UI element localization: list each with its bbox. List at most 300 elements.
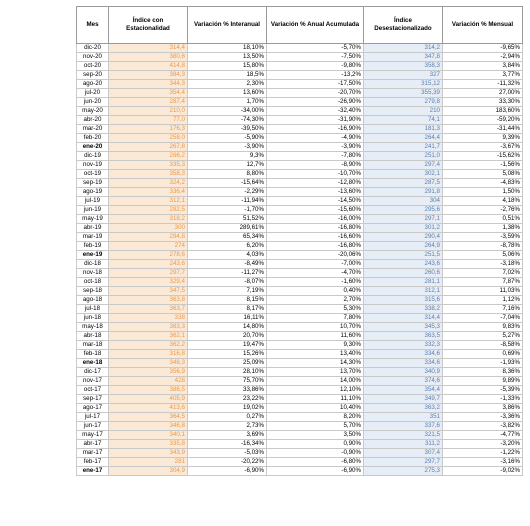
mom-cell: -9,02% — [443, 467, 523, 476]
month-cell: jul-19 — [77, 197, 109, 206]
ytd-cell: 10,40% — [267, 404, 364, 413]
index-seasonal-cell: 340,1 — [109, 431, 188, 440]
table-row — [77, 377, 523, 386]
header-index-seasonal: Índice con Estacionalidad — [109, 7, 188, 44]
ytd-cell: -16,80% — [267, 242, 364, 251]
table-row — [77, 332, 523, 341]
index-deseasonal-cell: 241,7 — [364, 143, 443, 152]
ytd-cell: 3,50% — [267, 431, 364, 440]
month-cell: sep-17 — [77, 395, 109, 404]
table-row — [77, 251, 523, 260]
table-row — [77, 62, 523, 71]
yoy-cell: -74,30% — [188, 116, 267, 125]
ytd-cell: 7,80% — [267, 314, 364, 323]
month-cell: mar-19 — [77, 233, 109, 242]
ytd-cell: -20,06% — [267, 251, 364, 260]
index-seasonal-cell: 347,5 — [109, 287, 188, 296]
table-row — [77, 179, 523, 188]
index-seasonal-cell: 267,8 — [109, 143, 188, 152]
month-cell: sep-19 — [77, 179, 109, 188]
month-cell: jul-17 — [77, 413, 109, 422]
yoy-cell: 16,11% — [188, 314, 267, 323]
ytd-cell: -0,90% — [267, 449, 364, 458]
yoy-cell: 19,02% — [188, 404, 267, 413]
index-deseasonal-cell: 297,1 — [364, 215, 443, 224]
ytd-cell: -6,90% — [267, 467, 364, 476]
month-cell: sep-18 — [77, 287, 109, 296]
mom-cell: -3,18% — [443, 260, 523, 269]
month-cell: may-20 — [77, 107, 109, 116]
index-deseasonal-cell: 334,6 — [364, 350, 443, 359]
mom-cell: 4,18% — [443, 197, 523, 206]
yoy-cell: 13,60% — [188, 89, 267, 98]
yoy-cell: 289,61% — [188, 224, 267, 233]
index-seasonal-cell: 282,5 — [109, 206, 188, 215]
index-seasonal-cell: 343,9 — [109, 449, 188, 458]
index-deseasonal-cell: 264,4 — [364, 134, 443, 143]
mom-cell: -4,77% — [443, 431, 523, 440]
index-deseasonal-cell: 279,8 — [364, 98, 443, 107]
index-seasonal-cell: 356,9 — [109, 368, 188, 377]
index-seasonal-cell: 297,7 — [109, 269, 188, 278]
ytd-cell: -7,80% — [267, 152, 364, 161]
ytd-cell: -4,70% — [267, 269, 364, 278]
mom-cell: -8,58% — [443, 341, 523, 350]
yoy-cell: -1,70% — [188, 206, 267, 215]
index-seasonal-cell: 344,3 — [109, 80, 188, 89]
ytd-cell: 5,70% — [267, 422, 364, 431]
index-seasonal-cell: 281 — [109, 458, 188, 467]
month-cell: ene-19 — [77, 251, 109, 260]
ytd-cell: 11,10% — [267, 395, 364, 404]
mom-cell: -8,78% — [443, 242, 523, 251]
yoy-cell: 33,86% — [188, 386, 267, 395]
index-seasonal-cell: 380,6 — [109, 53, 188, 62]
index-deseasonal-cell: 295,6 — [364, 206, 443, 215]
yoy-cell: -39,50% — [188, 125, 267, 134]
yoy-cell: -3,90% — [188, 143, 267, 152]
index-seasonal-cell: 210,0 — [109, 107, 188, 116]
ytd-cell: -5,70% — [267, 44, 364, 53]
mom-cell: -59,20% — [443, 116, 523, 125]
table-row — [77, 161, 523, 170]
index-seasonal-cell: 304,9 — [109, 467, 188, 476]
yoy-cell: -16,34% — [188, 440, 267, 449]
month-cell: ago-20 — [77, 80, 109, 89]
index-seasonal-cell: 335,8 — [109, 440, 188, 449]
mom-cell: -4,83% — [443, 179, 523, 188]
month-cell: feb-18 — [77, 350, 109, 359]
mom-cell: 183,60% — [443, 107, 523, 116]
month-cell: dic-19 — [77, 152, 109, 161]
ytd-cell: -26,90% — [267, 98, 364, 107]
mom-cell: -1,93% — [443, 359, 523, 368]
index-seasonal-cell: 300 — [109, 224, 188, 233]
mom-cell: -9,65% — [443, 44, 523, 53]
table-row — [77, 305, 523, 314]
table-row — [77, 89, 523, 98]
ytd-cell: 14,30% — [267, 359, 364, 368]
table-row — [77, 350, 523, 359]
yoy-cell: 8,17% — [188, 305, 267, 314]
mom-cell: 1,12% — [443, 296, 523, 305]
mom-cell: -2,76% — [443, 206, 523, 215]
index-deseasonal-cell: 304 — [364, 197, 443, 206]
mom-cell: -3,36% — [443, 413, 523, 422]
index-seasonal-cell: 278,6 — [109, 251, 188, 260]
index-deseasonal-cell: 349,7 — [364, 395, 443, 404]
mom-cell: -1,56% — [443, 161, 523, 170]
ytd-cell: -17,50% — [267, 80, 364, 89]
mom-cell: -11,32% — [443, 80, 523, 89]
table-row — [77, 278, 523, 287]
yoy-cell: 1,70% — [188, 98, 267, 107]
month-cell: jun-17 — [77, 422, 109, 431]
table-row — [77, 422, 523, 431]
index-seasonal-cell: 383,3 — [109, 323, 188, 332]
index-seasonal-cell: 77,0 — [109, 116, 188, 125]
mom-cell: 1,50% — [443, 188, 523, 197]
table-row — [77, 440, 523, 449]
index-seasonal-cell: 314,4 — [109, 44, 188, 53]
yoy-cell: -8,49% — [188, 260, 267, 269]
index-seasonal-cell: 324,2 — [109, 179, 188, 188]
yoy-cell: 51,52% — [188, 215, 267, 224]
ytd-cell: 9,30% — [267, 341, 364, 350]
ytd-cell: -31,90% — [267, 116, 364, 125]
mom-cell: 0,69% — [443, 350, 523, 359]
ytd-cell: -14,50% — [267, 197, 364, 206]
month-cell: dic-17 — [77, 368, 109, 377]
table-row — [77, 431, 523, 440]
month-cell: ene-18 — [77, 359, 109, 368]
yoy-cell: 6,20% — [188, 242, 267, 251]
index-deseasonal-cell: 340,9 — [364, 368, 443, 377]
index-deseasonal-cell: 334,6 — [364, 359, 443, 368]
table-row — [77, 134, 523, 143]
table-row — [77, 296, 523, 305]
yoy-cell: 8,80% — [188, 170, 267, 179]
ytd-cell: -15,60% — [267, 206, 364, 215]
mom-cell: 7,87% — [443, 278, 523, 287]
index-deseasonal-cell: 297,4 — [364, 161, 443, 170]
mom-cell: 33,30% — [443, 98, 523, 107]
month-cell: nov-19 — [77, 161, 109, 170]
index-seasonal-cell: 384,3 — [109, 71, 188, 80]
table-row — [77, 143, 523, 152]
index-deseasonal-cell: 210 — [364, 107, 443, 116]
ytd-cell: 10,70% — [267, 323, 364, 332]
index-seasonal-cell: 318,2 — [109, 215, 188, 224]
yoy-cell: 15,80% — [188, 62, 267, 71]
ytd-cell: -13,2% — [267, 71, 364, 80]
month-cell: jun-19 — [77, 206, 109, 215]
index-deseasonal-cell: 351 — [364, 413, 443, 422]
yoy-cell: 19,47% — [188, 341, 267, 350]
index-seasonal-cell: 258,0 — [109, 134, 188, 143]
index-deseasonal-cell: 291,8 — [364, 188, 443, 197]
mom-cell: -31,44% — [443, 125, 523, 134]
index-deseasonal-cell: 297,7 — [364, 458, 443, 467]
ytd-cell: -7,50% — [267, 53, 364, 62]
header-month: Mes — [77, 7, 109, 44]
ytd-cell: -8,90% — [267, 161, 364, 170]
index-deseasonal-cell: 251,0 — [364, 152, 443, 161]
month-cell: ene-17 — [77, 467, 109, 476]
index-seasonal-cell: 294,8 — [109, 233, 188, 242]
yoy-cell: -11,27% — [188, 269, 267, 278]
ytd-cell: 11,60% — [267, 332, 364, 341]
ytd-cell: -7,00% — [267, 260, 364, 269]
index-seasonal-cell: 428 — [109, 377, 188, 386]
index-seasonal-cell: 363,8 — [109, 296, 188, 305]
index-deseasonal-cell: 251,5 — [364, 251, 443, 260]
month-cell: feb-17 — [77, 458, 109, 467]
mom-cell: 1,38% — [443, 224, 523, 233]
index-seasonal-cell: 243,6 — [109, 260, 188, 269]
index-seasonal-cell: 346,8 — [109, 422, 188, 431]
ytd-cell: -10,70% — [267, 170, 364, 179]
table-row — [77, 188, 523, 197]
month-cell: jul-18 — [77, 305, 109, 314]
month-cell: abr-20 — [77, 116, 109, 125]
month-cell: ago-18 — [77, 296, 109, 305]
table-row — [77, 269, 523, 278]
index-deseasonal-cell: 301,2 — [364, 224, 443, 233]
index-seasonal-cell: 354,4 — [109, 89, 188, 98]
ytd-cell: 12,10% — [267, 386, 364, 395]
yoy-cell: -20,22% — [188, 458, 267, 467]
table-row — [77, 395, 523, 404]
month-cell: feb-20 — [77, 134, 109, 143]
yoy-cell: -11,94% — [188, 197, 267, 206]
index-deseasonal-cell: 338,2 — [364, 305, 443, 314]
index-seasonal-cell: 414,8 — [109, 62, 188, 71]
ytd-cell: 2,70% — [267, 296, 364, 305]
index-seasonal-cell: 363,7 — [109, 305, 188, 314]
month-cell: ene-20 — [77, 143, 109, 152]
index-seasonal-cell: 312,1 — [109, 197, 188, 206]
index-seasonal-cell: 348,3 — [109, 359, 188, 368]
yoy-cell: -34,00% — [188, 107, 267, 116]
month-cell: nov-18 — [77, 269, 109, 278]
month-cell: abr-19 — [77, 224, 109, 233]
index-deseasonal-cell: 354,4 — [364, 386, 443, 395]
table-row — [77, 386, 523, 395]
month-cell: may-17 — [77, 431, 109, 440]
yoy-cell: 3,69% — [188, 431, 267, 440]
index-deseasonal-cell: 281,1 — [364, 278, 443, 287]
index-seasonal-cell: 329,4 — [109, 278, 188, 287]
index-deseasonal-cell: 332,3 — [364, 341, 443, 350]
yoy-cell: 13,50% — [188, 53, 267, 62]
yoy-cell: 2,73% — [188, 422, 267, 431]
table-row — [77, 359, 523, 368]
yoy-cell: -2,29% — [188, 188, 267, 197]
data-table — [76, 6, 523, 476]
mom-cell: -1,22% — [443, 449, 523, 458]
ytd-cell: 13,70% — [267, 368, 364, 377]
index-seasonal-cell: 316,8 — [109, 350, 188, 359]
index-deseasonal-cell: 321,5 — [364, 431, 443, 440]
yoy-cell: -8,07% — [188, 278, 267, 287]
table-row — [77, 107, 523, 116]
mom-cell: 5,06% — [443, 251, 523, 260]
table-row — [77, 44, 523, 53]
table-row — [77, 413, 523, 422]
index-deseasonal-cell: 243,6 — [364, 260, 443, 269]
table-row — [77, 224, 523, 233]
mom-cell: 8,36% — [443, 368, 523, 377]
table-row — [77, 116, 523, 125]
index-seasonal-cell: 266,2 — [109, 152, 188, 161]
yoy-cell: 4,03% — [188, 251, 267, 260]
header-index-deseasonal: Índice Desestacionalizado — [364, 7, 443, 44]
yoy-cell: 14,80% — [188, 323, 267, 332]
yoy-cell: 20,70% — [188, 332, 267, 341]
table-row — [77, 341, 523, 350]
yoy-cell: 65,34% — [188, 233, 267, 242]
table-row — [77, 233, 523, 242]
yoy-cell: -5,90% — [188, 134, 267, 143]
ytd-cell: 13,40% — [267, 350, 364, 359]
index-deseasonal-cell: 314,4 — [364, 314, 443, 323]
header-mom: Variación % Mensual — [443, 7, 523, 44]
ytd-cell: -1,60% — [267, 278, 364, 287]
yoy-cell: 25,09% — [188, 359, 267, 368]
month-cell: dic-18 — [77, 260, 109, 269]
mom-cell: 0,51% — [443, 215, 523, 224]
table-row — [77, 458, 523, 467]
mom-cell: -15,62% — [443, 152, 523, 161]
mom-cell: -5,39% — [443, 386, 523, 395]
index-deseasonal-cell: 181,3 — [364, 125, 443, 134]
mom-cell: 9,89% — [443, 377, 523, 386]
index-seasonal-cell: 338 — [109, 314, 188, 323]
table-row — [77, 314, 523, 323]
index-deseasonal-cell: 363,5 — [364, 332, 443, 341]
yoy-cell: 2,30% — [188, 80, 267, 89]
ytd-cell: -16,00% — [267, 215, 364, 224]
index-deseasonal-cell: 307,4 — [364, 449, 443, 458]
ytd-cell: 0,90% — [267, 440, 364, 449]
mom-cell: -3,59% — [443, 233, 523, 242]
month-cell: oct-17 — [77, 386, 109, 395]
index-seasonal-cell: 176,3 — [109, 125, 188, 134]
table-row — [77, 80, 523, 89]
mom-cell: 9,83% — [443, 323, 523, 332]
mom-cell: 3,86% — [443, 404, 523, 413]
yoy-cell: 15,26% — [188, 350, 267, 359]
yoy-cell: 9,3% — [188, 152, 267, 161]
ytd-cell: -9,80% — [267, 62, 364, 71]
ytd-cell: -13,60% — [267, 188, 364, 197]
table-row — [77, 449, 523, 458]
ytd-cell: 5,30% — [267, 305, 364, 314]
month-cell: ago-17 — [77, 404, 109, 413]
index-deseasonal-cell: 302,1 — [364, 170, 443, 179]
table-row — [77, 98, 523, 107]
month-cell: ago-19 — [77, 188, 109, 197]
yoy-cell: -15,64% — [188, 179, 267, 188]
index-seasonal-cell: 335,3 — [109, 161, 188, 170]
index-seasonal-cell: 364,5 — [109, 413, 188, 422]
month-cell: mar-17 — [77, 449, 109, 458]
month-cell: feb-19 — [77, 242, 109, 251]
header-row — [77, 7, 523, 44]
mom-cell: 7,02% — [443, 269, 523, 278]
yoy-cell: -5,03% — [188, 449, 267, 458]
table-row — [77, 467, 523, 476]
index-deseasonal-cell: 290,4 — [364, 233, 443, 242]
index-seasonal-cell: 336,4 — [109, 188, 188, 197]
table-row — [77, 323, 523, 332]
mom-cell: 5,08% — [443, 170, 523, 179]
ytd-cell: 14,00% — [267, 377, 364, 386]
index-seasonal-cell: 362,1 — [109, 332, 188, 341]
mom-cell: 3,84% — [443, 62, 523, 71]
index-deseasonal-cell: 355,39 — [364, 89, 443, 98]
index-deseasonal-cell: 312,1 — [364, 287, 443, 296]
mom-cell: 27,00% — [443, 89, 523, 98]
table-row — [77, 170, 523, 179]
table-row — [77, 260, 523, 269]
month-cell: may-19 — [77, 215, 109, 224]
ytd-cell: 8,20% — [267, 413, 364, 422]
month-cell: oct-19 — [77, 170, 109, 179]
month-cell: dic-20 — [77, 44, 109, 53]
index-seasonal-cell: 413,6 — [109, 404, 188, 413]
ytd-cell: -3,90% — [267, 143, 364, 152]
ytd-cell: -32,40% — [267, 107, 364, 116]
yoy-cell: 23,22% — [188, 395, 267, 404]
header-yoy: Variación % Interanual — [188, 7, 267, 44]
ytd-cell: -16,80% — [267, 224, 364, 233]
index-deseasonal-cell: 358,3 — [364, 62, 443, 71]
index-deseasonal-cell: 311,2 — [364, 440, 443, 449]
table-row — [77, 71, 523, 80]
mom-cell: 7,16% — [443, 305, 523, 314]
table-row — [77, 404, 523, 413]
mom-cell: -3,82% — [443, 422, 523, 431]
mom-cell: 9,39% — [443, 134, 523, 143]
mom-cell: -7,04% — [443, 314, 523, 323]
ytd-cell: -6,80% — [267, 458, 364, 467]
index-deseasonal-cell: 74,1 — [364, 116, 443, 125]
month-cell: mar-18 — [77, 341, 109, 350]
index-deseasonal-cell: 363,2 — [364, 404, 443, 413]
month-cell: nov-20 — [77, 53, 109, 62]
mom-cell: -3,20% — [443, 440, 523, 449]
ytd-cell: -12,80% — [267, 179, 364, 188]
month-cell: jul-20 — [77, 89, 109, 98]
ytd-cell: 0,40% — [267, 287, 364, 296]
index-deseasonal-cell: 260,6 — [364, 269, 443, 278]
mom-cell: -1,33% — [443, 395, 523, 404]
yoy-cell: 18,10% — [188, 44, 267, 53]
mom-cell: 5,27% — [443, 332, 523, 341]
table-row — [77, 197, 523, 206]
index-deseasonal-cell: 275,3 — [364, 467, 443, 476]
index-seasonal-cell: 274 — [109, 242, 188, 251]
index-deseasonal-cell: 337,6 — [364, 422, 443, 431]
ytd-cell: -20,70% — [267, 89, 364, 98]
yoy-cell: 18,5% — [188, 71, 267, 80]
index-deseasonal-cell: 347,8 — [364, 53, 443, 62]
index-seasonal-cell: 358,3 — [109, 170, 188, 179]
month-cell: jun-18 — [77, 314, 109, 323]
mom-cell: 3,77% — [443, 71, 523, 80]
